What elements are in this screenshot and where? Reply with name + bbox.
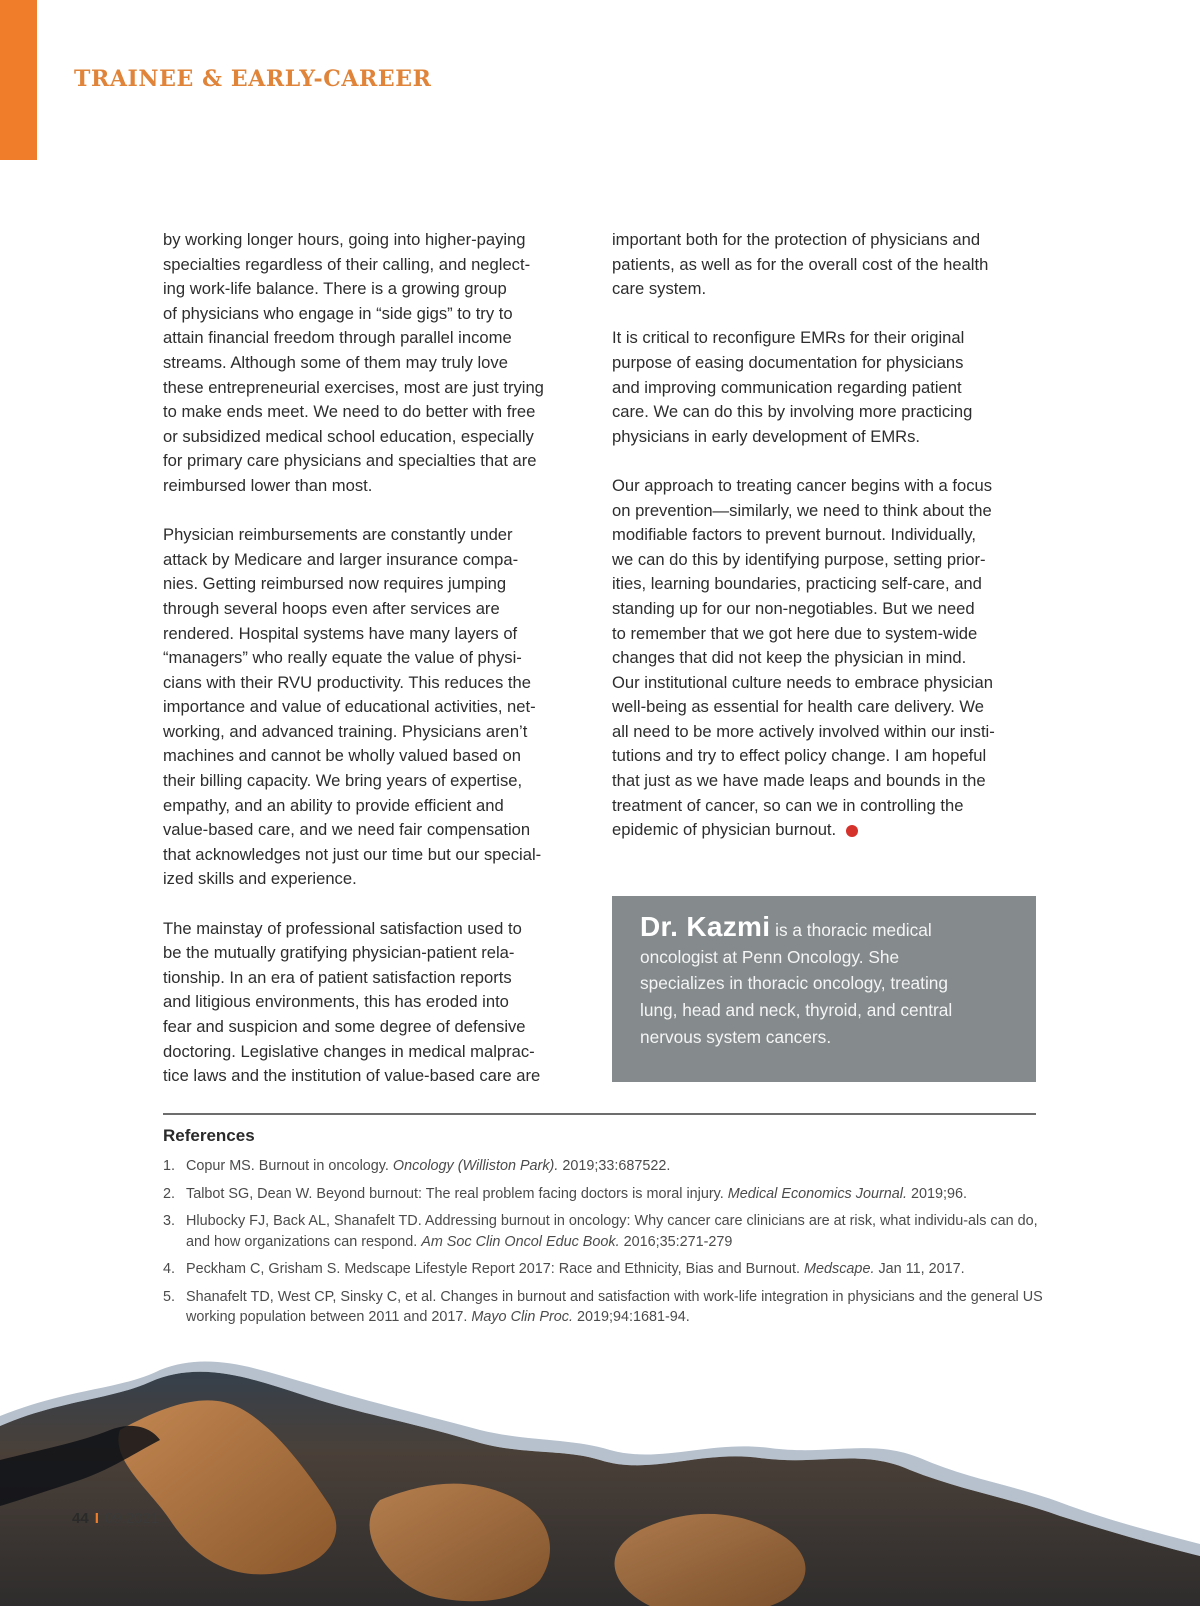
ink-stain-artwork [0,1330,1200,1606]
text-line: that acknowledges not just our time but our special- [163,844,542,864]
author-name: Dr. Kazmi [640,911,771,942]
end-of-article-mark [846,825,858,837]
reference-number: 2. [163,1185,176,1202]
reference-citation: Jan 11, 2017. [874,1261,965,1277]
bio-line: lung, head and neck, thyroid, and central [640,1000,953,1021]
text-line: to remember that we got here due to system-wide [612,623,978,643]
text-line: purpose of easing documentation for physicians [612,352,964,372]
text-line: tice laws and the institution of value-based care are [163,1066,541,1086]
footer-separator: I [94,1510,99,1527]
text-line: that just as we have made leaps and bounds in the [612,771,986,791]
text-line: or subsidized medical school education, especially [163,426,534,446]
text-line: Physician reimbursements are constantly under [163,525,513,545]
bio-first-line [640,911,1008,944]
text-line: physicians in early development of EMRs. [612,426,921,446]
text-line: It is critical to reconfigure EMRs for their original [612,328,965,348]
reference-citation: 2019;96. [906,1185,967,1202]
bio-line: nervous system cancers. [640,1026,832,1047]
text-line: Our institutional culture needs to embrace physician [612,672,993,692]
text-line: on prevention—similarly, we need to think about the [612,500,992,520]
reference-journal: Mayo Clin Proc. [471,1309,573,1325]
article-right-column [612,228,1040,843]
reference-item [163,1156,1043,1177]
text-line: tionship. In an era of patient satisfaction reports [163,967,512,987]
issue-date: 09.2021 [104,1510,160,1527]
reference-text: Shanafelt TD, West CP, Sinsky C, et al. Changes in burnout and satisfaction with work-life integration in physicians and the general US working population between 2011 and 2017. [186,1288,1043,1325]
text-line: all need to be more actively involved within our insti- [612,721,995,741]
reference-item [163,1287,1043,1328]
left-column-paragraph [163,523,587,892]
reference-journal: Am Soc Clin Oncol Educ Book. [421,1233,620,1250]
right-column-paragraph [612,326,1040,449]
left-column-paragraph [163,228,587,499]
text-line: patients, as well as for the overall cost of the health [612,254,989,274]
text-line: empathy, and an ability to provide efficient and [163,795,504,815]
text-line: “managers” who really equate the value of physi- [163,648,522,668]
text-line: doctoring. Legislative changes in medical malprac- [163,1041,535,1061]
reference-citation: 2016;35:271-279 [619,1233,733,1250]
reference-journal: Oncology (Williston Park). [392,1158,559,1174]
references-divider [163,1113,1036,1115]
reference-journal: Medscape. [804,1261,875,1277]
text-line: we can do this by identifying purpose, setting prior- [612,549,986,569]
references-list [163,1156,1043,1335]
text-line: tutions and try to effect policy change. I am hopeful [612,746,987,766]
text-line: ing work-life balance. There is a growing group [163,279,507,299]
right-column-paragraph [612,228,1040,302]
right-column-paragraph [612,474,1040,843]
bio-line: oncologist at Penn Oncology. She [640,946,900,967]
text-line: fear and suspicion and some degree of defensive [163,1017,526,1036]
reference-citation: 2019;94:1681-94. [572,1309,690,1325]
reference-item [163,1184,1043,1205]
text-line: attain financial freedom through parallel income [163,328,512,348]
text-line: standing up for our non-negotiables. But we need [612,598,975,618]
text-line: of physicians who engage in “side gigs” to try to [163,303,513,323]
section-header: TRAINEE & EARLY-CAREER [74,66,432,92]
text-line: ized skills and experience. [163,869,357,889]
reference-number: 5. [163,1288,176,1305]
reference-journal: Medical Economics Journal. [727,1185,907,1202]
reference-number: 3. [163,1213,176,1229]
text-line: important both for the protection of physicians and [612,230,981,249]
text-line: treatment of cancer, so can we in controlling the [612,795,964,815]
text-line: working, and advanced training. Physicians aren’t [163,721,528,741]
text-line: specialties regardless of their calling, and neglect- [163,254,531,274]
text-line: nies. Getting reimbursed now requires jumping [163,574,507,594]
left-column-paragraph [163,917,587,1089]
text-line: reimbursed lower than most. [163,475,373,495]
text-line: Our approach to treating cancer begins with a focus [612,475,993,495]
text-line: for primary care physicians and specialties that are [163,451,537,471]
text-line: and litigious environments, this has eroded into [163,992,509,1012]
bio-line: specializes in thoracic oncology, treating [640,973,949,994]
text-line: and improving communication regarding patient [612,377,962,397]
text-line: well-being as essential for health care delivery. We [612,697,985,717]
text-line: their billing capacity. We bring years of expertise, [163,771,523,791]
text-line: be the mutually gratifying physician-patient rela- [163,943,515,963]
reference-text: Peckham C, Grisham S. Medscape Lifestyle Report 2017: Race and Ethnicity, Bias and Burnout. [186,1261,805,1277]
bio-text-start: is a thoracic medical [770,920,932,940]
reference-item [163,1211,1043,1252]
article-left-column [163,228,587,1089]
text-line: ities, learning boundaries, practicing self-care, and [612,574,982,594]
reference-number: 4. [163,1261,176,1277]
text-line: epidemic of physician burnout. [612,818,1040,843]
text-line: streams. Although some of them may truly love [163,352,508,372]
reference-text: Talbot SG, Dean W. Beyond burnout: The real problem facing doctors is moral injury. [186,1185,728,1202]
reference-text: Hlubocky FJ, Back AL, Shanafelt TD. Addressing burnout in oncology: Why cancer care clinicians are at risk, what individu-als can do, and how organizations can respond. [186,1213,1038,1250]
text-line: through several hoops even after services are [163,598,500,618]
page-footer [72,1510,159,1527]
text-line: rendered. Hospital systems have many layers of [163,623,518,643]
section-color-tab [0,0,37,160]
text-line: cians with their RVU productivity. This reduces the [163,672,531,692]
reference-citation: 2019;33:687522. [558,1158,671,1174]
text-line: these entrepreneurial exercises, most are just trying [163,377,544,397]
text-line: The mainstay of professional satisfaction used to [163,918,522,938]
text-line: care. We can do this by involving more practicing [612,402,973,422]
reference-number: 1. [163,1158,176,1174]
page-number: 44 [72,1510,89,1527]
text-line: by working longer hours, going into higher-paying [163,230,526,249]
reference-text: Copur MS. Burnout in oncology. [186,1158,393,1174]
text-line: changes that did not keep the physician in mind. [612,648,967,668]
reference-item [163,1259,1043,1280]
references-title: References [163,1126,255,1145]
text-line: value-based care, and we need fair compensation [163,820,531,840]
text-line: to make ends meet. We need to do better with free [163,402,536,422]
text-line: modifiable factors to prevent burnout. Individually, [612,525,977,545]
text-line: attack by Medicare and larger insurance compa- [163,549,519,569]
text-line: machines and cannot be wholly valued based on [163,746,521,766]
author-bio-box [612,896,1036,1082]
text-line: importance and value of educational activities, net- [163,697,536,717]
text-line: care system. [612,279,707,299]
